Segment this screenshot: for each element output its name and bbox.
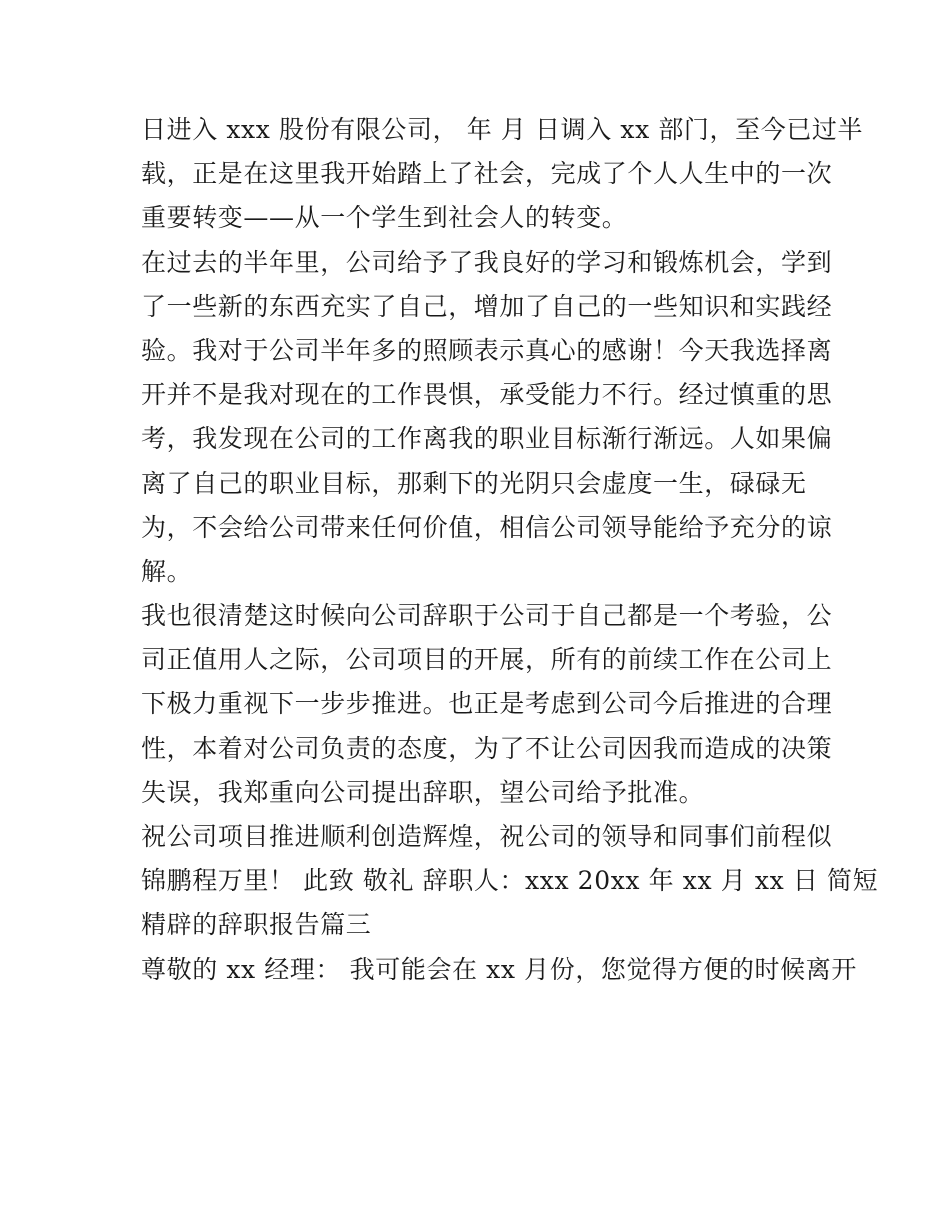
text-line: 在过去的半年里，公司给予了我良好的学习和锻炼机会，学到 xyxy=(141,247,833,277)
text-line: 尊敬的 xx 经理： 我可能会在 xx 月份，您觉得方便的时候离开 xyxy=(141,954,857,984)
text-line: 祝公司项目推进顺利创造辉煌，祝公司的领导和同事们前程似 xyxy=(141,822,833,851)
text-line: 了一些新的东西充实了自己，增加了自己的一些知识和实践经 xyxy=(141,291,833,321)
text-line: 载，正是在这里我开始踏上了社会，完成了个人人生中的一次 xyxy=(141,159,833,189)
text-line: 失误，我郑重向公司提出辞职，望公司给予批准。 xyxy=(141,777,705,807)
document-body xyxy=(141,108,879,992)
text-line: 验。我对于公司半年多的照顾表示真心的感谢！今天我选择离 xyxy=(141,335,833,365)
text-line: 为，不会给公司带来任何价值，相信公司领导能给予充分的谅 xyxy=(141,512,833,542)
text-line: 下极力重视下一步步推进。也正是考虑到公司今后推进的合理 xyxy=(141,689,833,719)
text-line: 开并不是我对现在的工作畏惧，承受能力不行。经过慎重的思 xyxy=(141,380,833,410)
text-line: 解。 xyxy=(141,556,193,586)
text-line: 精辟的辞职报告篇三 xyxy=(141,910,372,940)
text-line: 我也很清楚这时候向公司辞职于公司于自己都是一个考验，公 xyxy=(141,601,833,631)
text-line: 日进入 xxx 股份有限公司， 年 月 日调入 xx 部门，至今已过半 xyxy=(141,115,864,144)
text-line: 重要转变——从一个学生到社会人的转变。 xyxy=(141,203,628,233)
text-line: 锦鹏程万里！ 此致 敬礼 辞职人：xxx 20xx 年 xx 月 xx 日 简短 xyxy=(141,866,879,896)
text-line: 考，我发现在公司的工作离我的职业目标渐行渐远。人如果偏 xyxy=(141,424,833,454)
text-line: 离了自己的职业目标，那剩下的光阴只会虚度一生，碌碌无 xyxy=(141,468,807,498)
text-line: 性，本着对公司负责的态度，为了不让公司因我而造成的决策 xyxy=(141,733,833,763)
text-line: 司正值用人之际，公司项目的开展，所有的前续工作在公司上 xyxy=(141,645,833,675)
